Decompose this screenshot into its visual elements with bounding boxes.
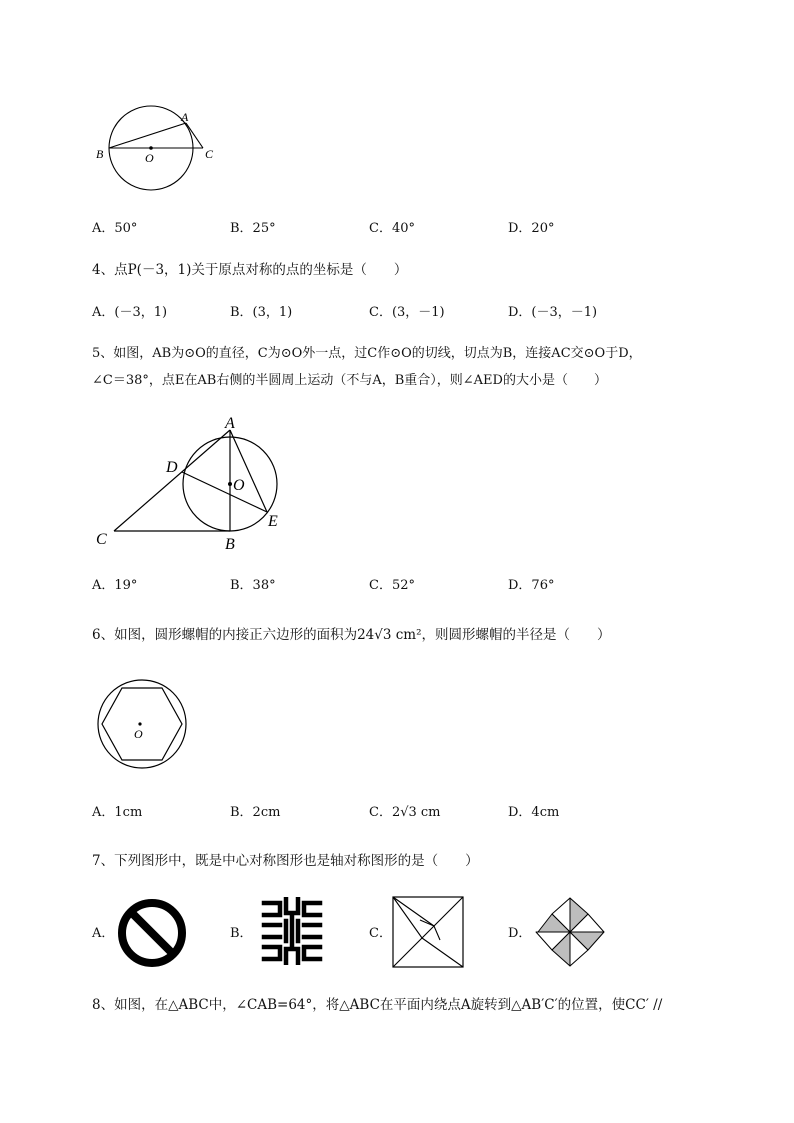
q3-label-o: O [145, 151, 154, 165]
q5-option-c[interactable]: C．52° [369, 578, 415, 593]
q3-option-d[interactable]: D．20° [508, 221, 555, 236]
q7-stem: 7、下列图形中，既是中心对称图形也是轴对称图形的是（ ） [92, 853, 479, 869]
q6-stem: 6、如图，圆形螺帽的内接正六边形的面积为24√3 cm²，则圆形螺帽的半径是（ ） [92, 627, 611, 643]
q4-option-c[interactable]: C．(3，－1) [369, 305, 445, 320]
q6-option-b[interactable]: B．2cm [230, 805, 281, 820]
q7-figure-d-windmill-icon[interactable] [534, 896, 606, 968]
q6-option-c[interactable]: C．2√3 cm [369, 805, 441, 820]
q8-stem: 8、如图，在△ABC中，∠CAB=64°，将△ABC在平面内绕点A旋转到△AB′C′的位置，使CC′ // [92, 997, 663, 1013]
q5-label-a: A [225, 415, 235, 432]
q7-option-d[interactable]: D． [508, 926, 532, 941]
q3-label-a: A [181, 110, 189, 124]
q5-figure [92, 412, 297, 557]
q4-option-b[interactable]: B．(3，1) [230, 305, 293, 320]
q3-figure [90, 100, 230, 195]
q5-label-o: O [233, 477, 245, 494]
q7-figure-a-no-entry-icon[interactable] [116, 897, 188, 969]
q3-label-b: B [96, 147, 104, 161]
q5-label-d: D [166, 459, 178, 476]
q3-label-c: C [205, 147, 214, 161]
q5-label-c: C [96, 531, 107, 548]
q5-label-b: B [225, 536, 235, 553]
q5-stem-line2: ∠C＝38°，点E在AB右侧的半圆周上运动（不与A，B重合），则∠AED的大小是（ ） [92, 373, 607, 388]
q5-option-a[interactable]: A．19° [92, 578, 138, 593]
q6-option-a[interactable]: A．1cm [92, 805, 143, 820]
q3-option-a[interactable]: A．50° [92, 221, 138, 236]
q4-option-a[interactable]: A．(－3，1) [92, 305, 168, 320]
q5-label-e: E [268, 513, 278, 530]
q7-option-c[interactable]: C． [369, 926, 392, 941]
q6-figure [94, 678, 190, 774]
q6-option-d[interactable]: D．4cm [508, 805, 560, 820]
q4-option-d[interactable]: D．(－3，－1) [508, 305, 598, 320]
q5-stem-line1: 5、如图，AB为⊙O的直径，C为⊙O外一点，过C作⊙O的切线，切点为B，连接AC交⊙O于D， [92, 346, 642, 361]
q7-option-b[interactable]: B． [230, 926, 253, 941]
q5-option-b[interactable]: B．38° [230, 578, 276, 593]
q7-option-a[interactable]: A． [92, 926, 115, 941]
q3-option-c[interactable]: C．40° [369, 221, 415, 236]
q4-stem: 4、点P(－3，1)关于原点对称的点的坐标是（ ） [92, 262, 408, 278]
q7-figure-b-maze-pattern-icon[interactable] [260, 897, 324, 965]
q5-option-d[interactable]: D．76° [508, 578, 555, 593]
q6-label-o: O [134, 727, 143, 741]
q7-figure-c-square-pinwheel-icon[interactable] [392, 896, 464, 968]
q3-option-b[interactable]: B．25° [230, 221, 276, 236]
